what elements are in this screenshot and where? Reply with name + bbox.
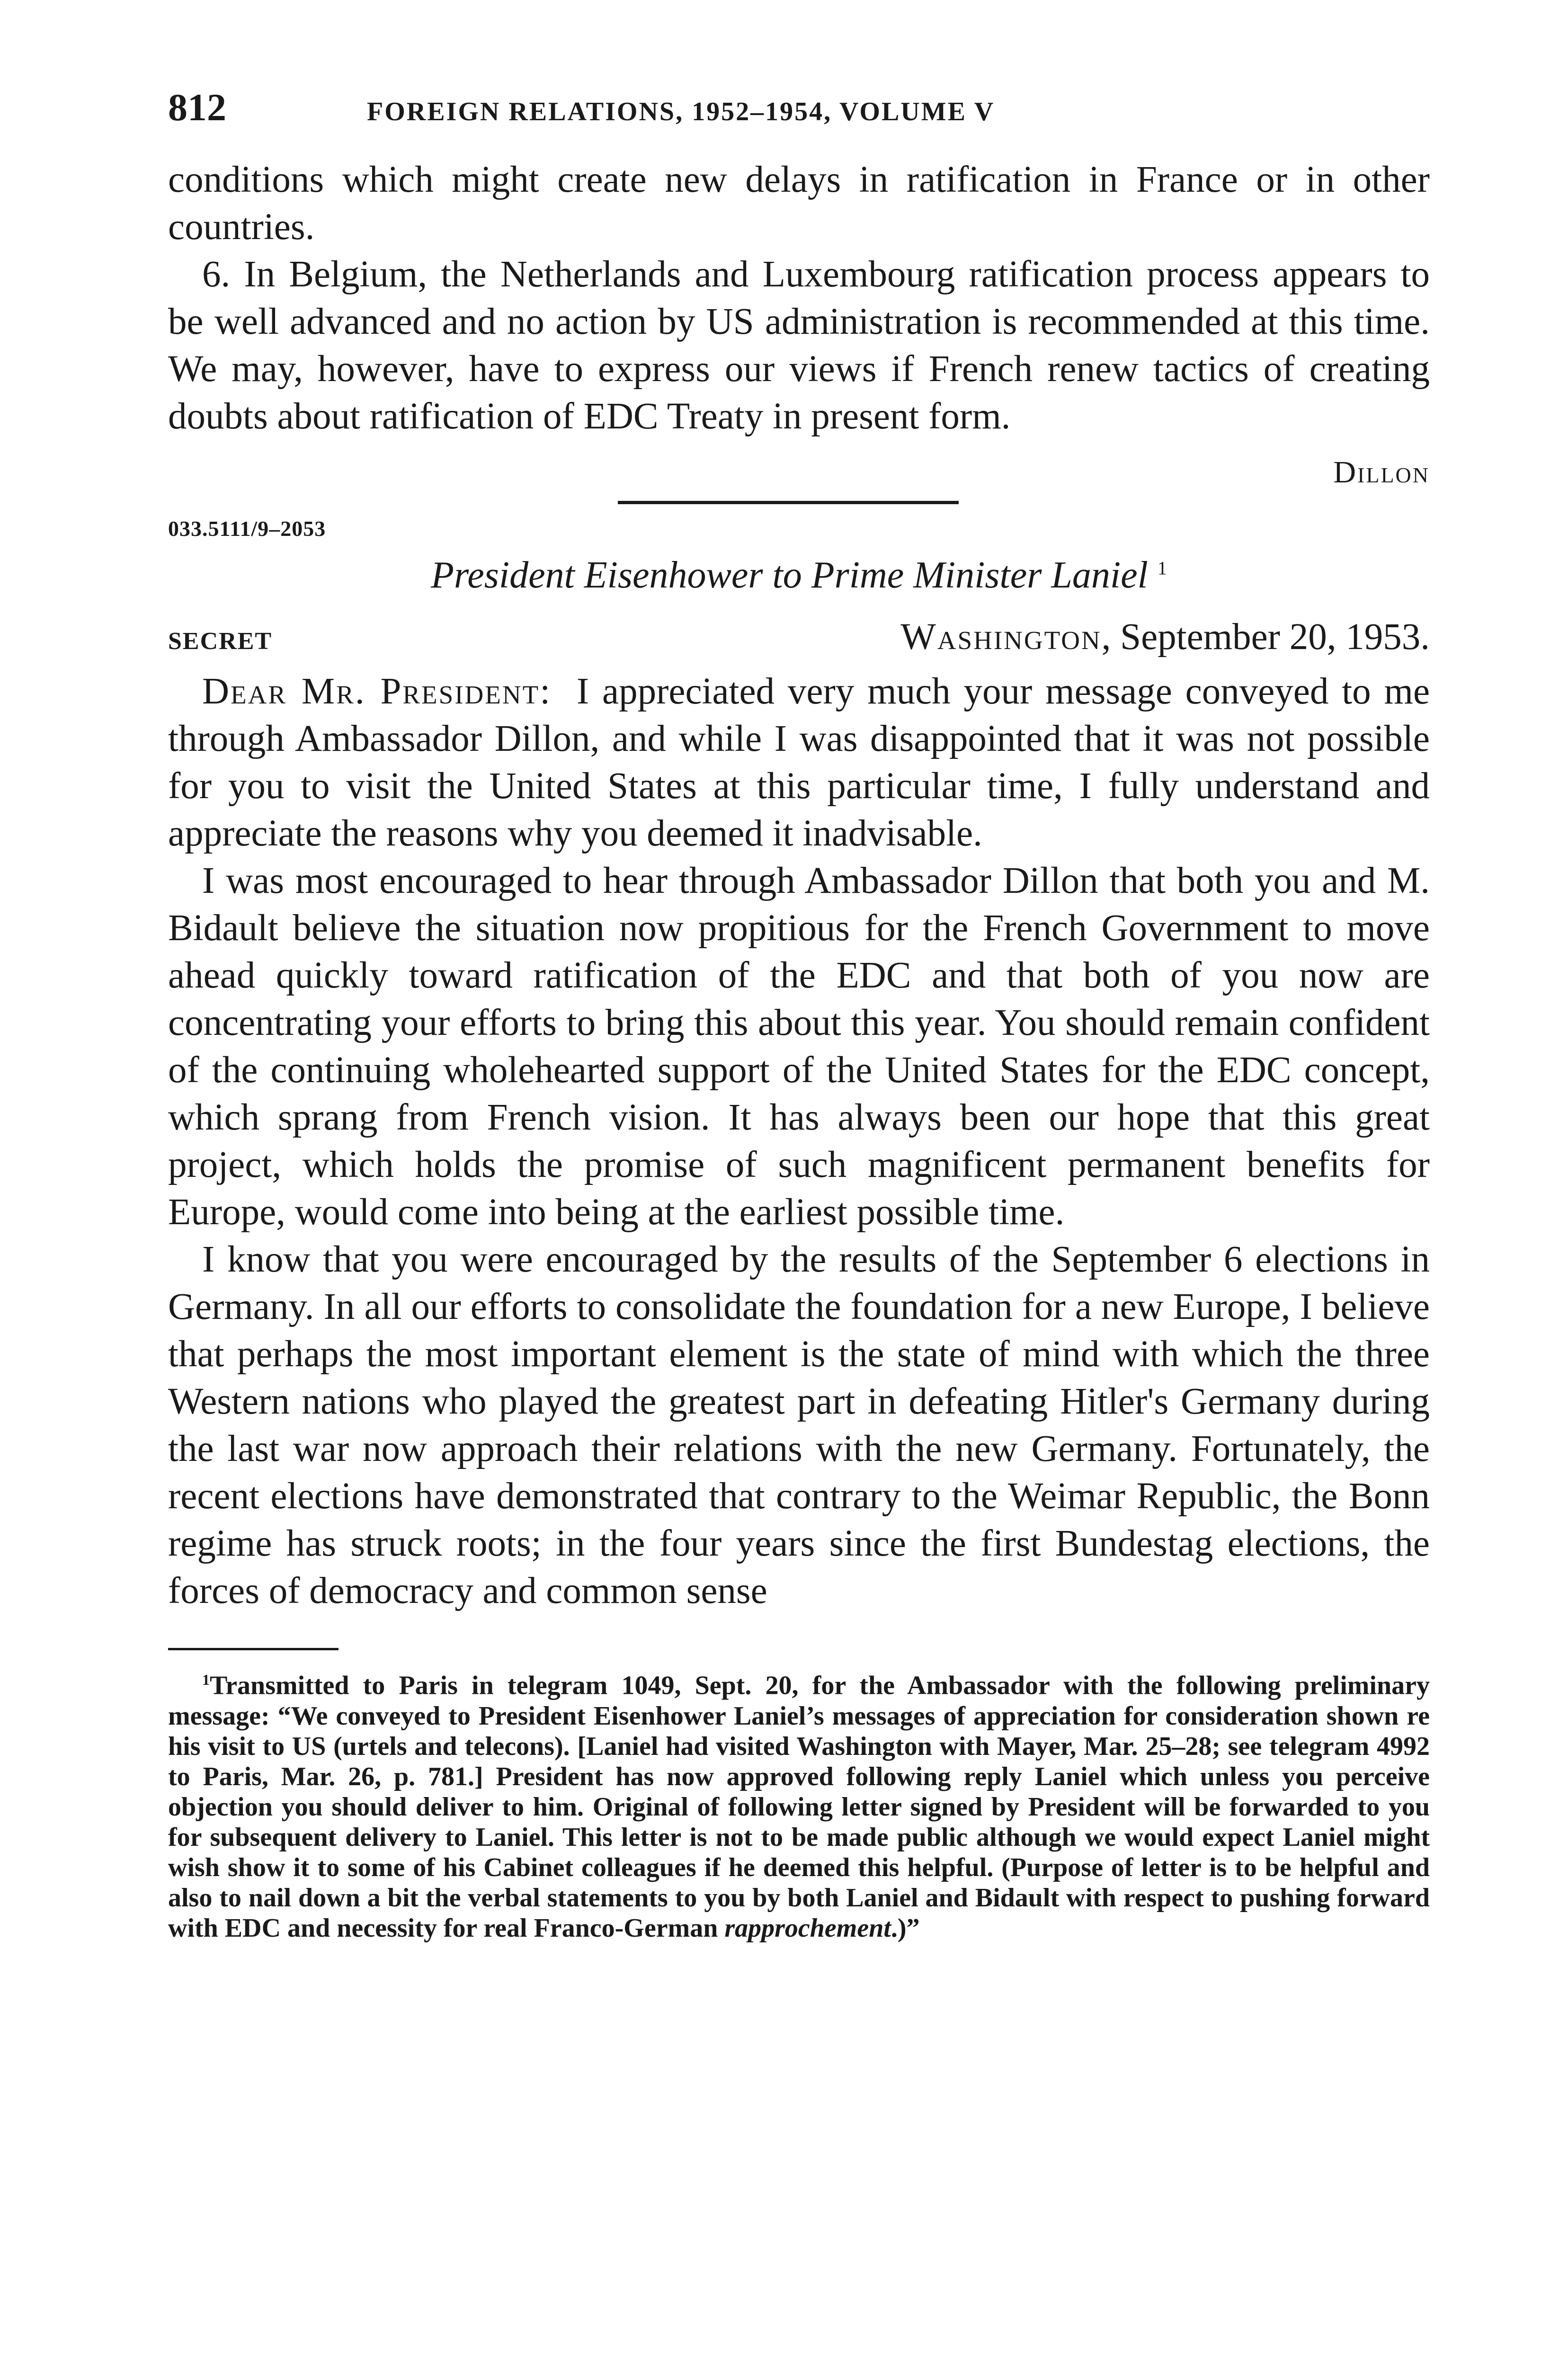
paragraph-6: 6. In Belgium, the Netherlands and Luxembourg ratification process appears to be well advanced and no action by US administration is recommended at this time. We may, however, have to express our views if French renew tactics of creating doubts about ratification of EDC Treaty in present form.: [168, 254, 1430, 437]
footnote-text: Transmitted to Paris in telegram 1049, Sept. 20, for the Ambassador with the following preliminary message: “We conveyed to President Eisenhower Laniel’s messages of appreciation for consideration shown re his visit to US (urtels and telecons). [Laniel had visited Washington with Mayer, Mar. 25–28; see telegram 4992 to Paris, Mar. 26, p. 781.] President has now approved following reply Laniel which unless you perceive objection you should deliver to him. Original of following letter signed by President will be forwarded to you for subsequent delivery to Laniel. This letter is not to be made public although we would expect Laniel might wish show it to some of his Cabinet colleagues if he deemed this helpful. (Purpose of letter is to be helpful and also to nail down a bit the verbal statements to you by both Laniel and Bidault with respect to pushing forward with EDC and necessity for real Franco-German: [168, 1671, 1430, 1943]
footnote-mark: 1: [202, 1671, 210, 1688]
letter-paragraph-3: I know that you were encouraged by the results of the September 6 elections in Germany. In all our efforts to consolidate the foundation for a new Europe, I believe that perhaps the most important element is the state of mind with which the three Western nations who played the greatest part in defeating Hitler's Germany during the last war now approach their relations with the new Germany. Fortunately, the recent elections have demonstrated that contrary to the Weimar Republic, the Bonn regime has struck roots; in the four years since the first Bundestag elections, the forces of democracy and common sense: [168, 1239, 1430, 1611]
dateline-date: , September 20, 1953.: [1101, 616, 1430, 658]
letter-paragraph-2: I was most encouraged to hear through Ambassador Dillon that both you and M. Bidault believe the situation now propitious for the French Government to move ahead quickly toward ratification of the EDC and that both of you now are concentrating your efforts to bring this about this year. You should remain confident of the continuing wholehearted support of the United States for the EDC concept, which sprang from French vision. It has always been our hope that this great project, which holds the promise of such magnificent permanent benefits for Europe, would come into being at the earliest possible time.: [168, 860, 1430, 1233]
footnote-italic-word: rapprochement: [724, 1913, 891, 1943]
signature: Dillon: [1333, 455, 1430, 489]
letter-paragraph-1-text: I appreciated very much your message conveyed to me through Ambassador Dillon, and while I was disappointed that it was not possible for you to visit the United States at this particular time, I fully understand and appreciate the reasons why you deemed it inadvisable.: [168, 671, 1430, 854]
footnote-text-end: .)”: [891, 1913, 920, 1943]
document-title: [168, 554, 1430, 597]
classification-label: SECRET: [168, 628, 273, 655]
document-page: [168, 85, 1430, 1943]
footnote-rule: [168, 1648, 339, 1650]
document-title-text: President Eisenhower to Prime Minister Laniel: [431, 554, 1148, 596]
dateline-row: [168, 616, 1430, 658]
footnote-reference: 1: [1157, 557, 1167, 579]
running-head-title: FOREIGN RELATIONS, 1952–1954, VOLUME V: [367, 97, 995, 126]
file-number: 033.5111/9–2053: [168, 516, 326, 541]
section-divider: [618, 501, 959, 504]
document-header: [168, 497, 1430, 549]
page-number: 812: [168, 86, 226, 129]
running-head: [168, 85, 1430, 156]
continued-paragraph: conditions which might create new delays in ratification in France or in other countries.: [168, 159, 1430, 248]
dateline: [900, 616, 1430, 658]
salutation-punctuation: :: [540, 671, 551, 712]
dateline-place: Washington: [900, 616, 1102, 658]
salutation: Dear Mr. President: [202, 671, 540, 712]
footnote: [168, 1664, 1430, 1943]
letter-paragraph-1: [168, 668, 1430, 857]
